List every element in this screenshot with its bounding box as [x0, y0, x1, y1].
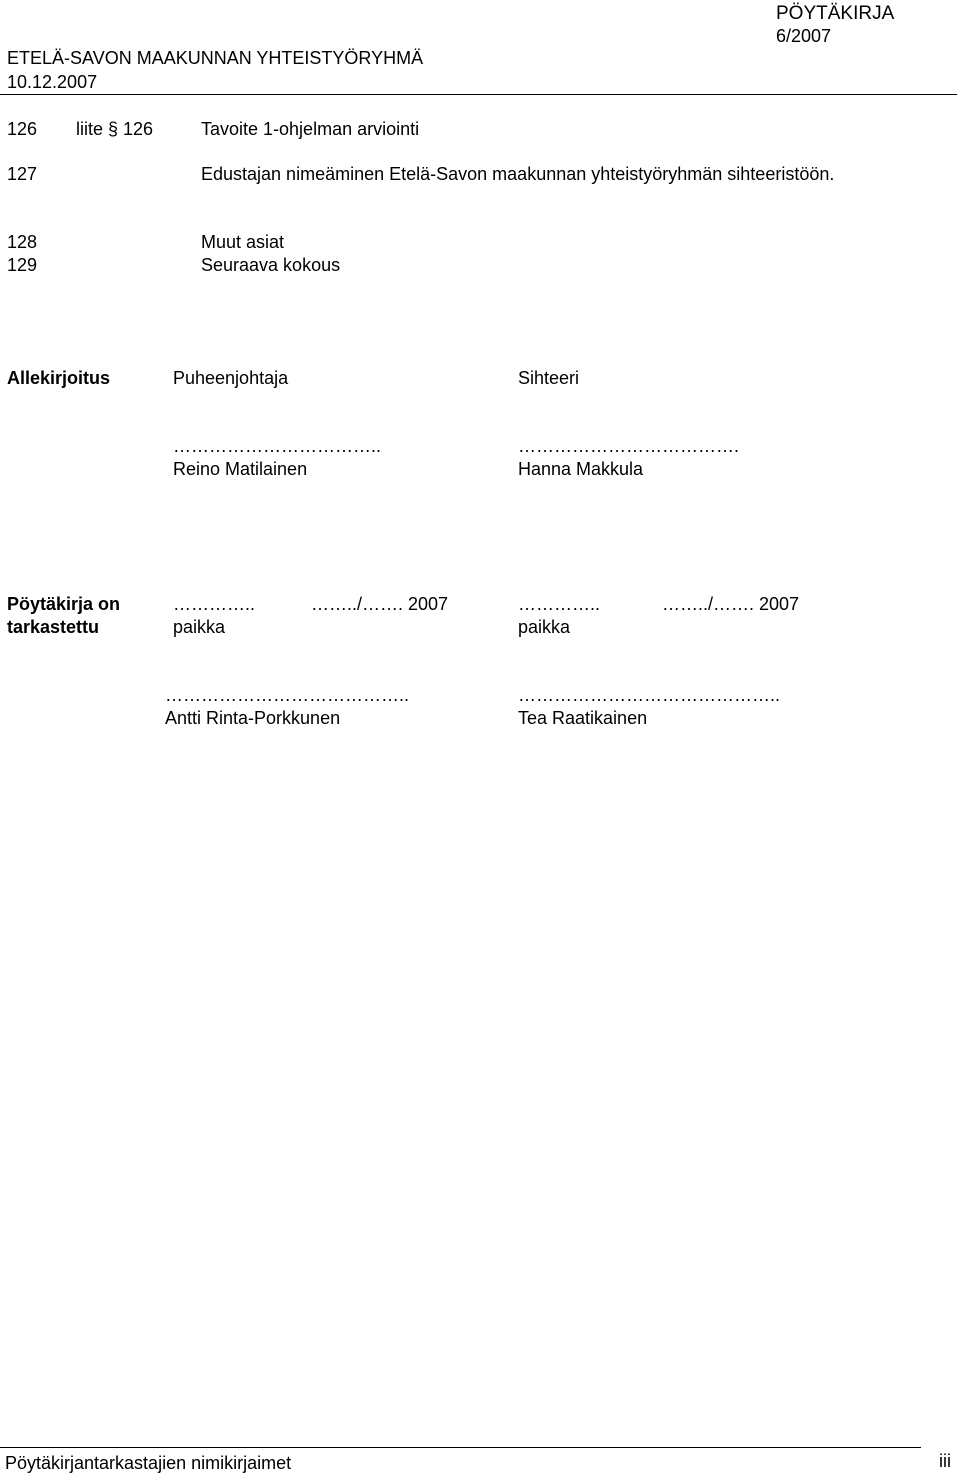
left-place-line: …………..	[173, 594, 256, 614]
organization-name: ETELÄ-SAVON MAAKUNNAN YHTEISTYÖRYHMÄ	[7, 48, 424, 68]
agenda-ref-126: liite § 126	[76, 119, 154, 139]
agenda-title-126: Tavoite 1-ohjelman arviointi	[201, 119, 420, 139]
review-label-line2: tarkastettu	[7, 617, 100, 637]
reviewer2-name: Tea Raatikainen	[518, 708, 648, 728]
footer-initials-label: Pöytäkirjantarkastajien nimikirjaimet	[5, 1453, 292, 1473]
secretary-signature-line: ……………………………….	[518, 436, 740, 456]
reviewer1-signature-line: …………………………………..	[165, 685, 410, 705]
agenda-title-128: Muut asiat	[201, 232, 285, 252]
right-date-line: ……../……. 2007	[662, 594, 800, 614]
secretary-name: Hanna Makkula	[518, 459, 644, 479]
meeting-date: 10.12.2007	[7, 72, 98, 92]
agenda-title-129: Seuraava kokous	[201, 255, 341, 275]
left-place-label: paikka	[173, 617, 226, 637]
agenda-number-127: 127	[7, 164, 38, 184]
footer-rule	[0, 1447, 921, 1448]
agenda-number-129: 129	[7, 255, 38, 275]
agenda-number-126: 126	[7, 119, 38, 139]
left-date-line: ……../……. 2007	[311, 594, 449, 614]
doc-type: PÖYTÄKIRJA	[776, 3, 895, 24]
agenda-number-128: 128	[7, 232, 38, 252]
header-rule	[0, 94, 957, 95]
page-number: iii	[939, 1451, 951, 1471]
reviewer2-signature-line: ……………………………………..	[518, 685, 781, 705]
chair-signature-line: ……………………………..	[173, 436, 382, 456]
chair-title: Puheenjohtaja	[173, 368, 289, 388]
right-place-label: paikka	[518, 617, 571, 637]
doc-number: 6/2007	[776, 26, 832, 46]
signature-label: Allekirjoitus	[7, 368, 111, 388]
right-place-line: …………..	[518, 594, 601, 614]
secretary-title: Sihteeri	[518, 368, 580, 388]
review-label-line1: Pöytäkirja on	[7, 594, 121, 614]
reviewer1-name: Antti Rinta-Porkkunen	[165, 708, 341, 728]
chair-name: Reino Matilainen	[173, 459, 308, 479]
agenda-title-127: Edustajan nimeäminen Etelä-Savon maakunnan yhteistyöryhmän sihteeristöön.	[201, 164, 835, 184]
